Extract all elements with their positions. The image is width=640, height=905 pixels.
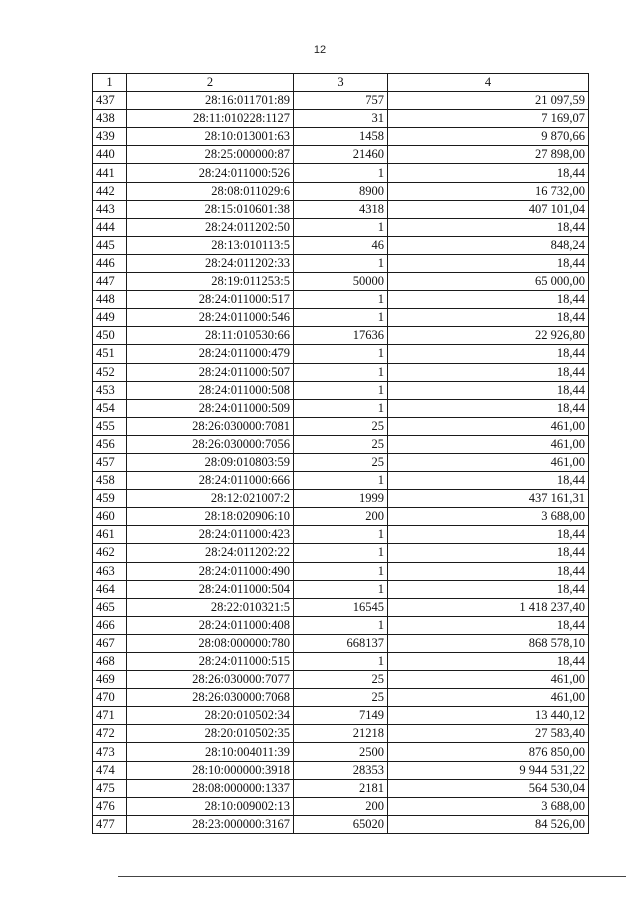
value-cell: 21 097,59 — [388, 92, 589, 110]
area-cell: 1 — [294, 254, 388, 272]
row-number-cell: 465 — [93, 598, 127, 616]
value-cell: 18,44 — [388, 363, 589, 381]
table-row — [93, 815, 589, 833]
table-row — [93, 128, 589, 146]
cadastral-number-cell: 28:09:010803:59 — [127, 453, 294, 471]
row-number-cell: 472 — [93, 725, 127, 743]
area-cell: 16545 — [294, 598, 388, 616]
cadastral-number-cell: 28:12:021007:2 — [127, 490, 294, 508]
table-row — [93, 146, 589, 164]
value-cell: 18,44 — [388, 381, 589, 399]
bottom-rule — [118, 876, 626, 877]
value-cell: 27 898,00 — [388, 146, 589, 164]
value-cell: 13 440,12 — [388, 707, 589, 725]
area-cell: 17636 — [294, 327, 388, 345]
row-number-cell: 449 — [93, 309, 127, 327]
area-cell: 31 — [294, 110, 388, 128]
row-number-cell: 471 — [93, 707, 127, 725]
page-number: 12 — [313, 44, 327, 56]
value-cell: 876 850,00 — [388, 743, 589, 761]
value-cell: 22 926,80 — [388, 327, 589, 345]
value-cell: 18,44 — [388, 345, 589, 363]
row-number-cell: 461 — [93, 526, 127, 544]
cadastral-number-cell: 28:10:000000:3918 — [127, 761, 294, 779]
table-row — [93, 200, 589, 218]
column-header-1: 1 — [93, 74, 127, 92]
table-row — [93, 236, 589, 254]
value-cell: 868 578,10 — [388, 634, 589, 652]
cadastral-number-cell: 28:24:011000:490 — [127, 562, 294, 580]
row-number-cell: 473 — [93, 743, 127, 761]
cadastral-number-cell: 28:26:030000:7077 — [127, 671, 294, 689]
cadastral-number-cell: 28:24:011000:408 — [127, 616, 294, 634]
row-number-cell: 442 — [93, 182, 127, 200]
table-row — [93, 381, 589, 399]
row-number-cell: 441 — [93, 164, 127, 182]
cadastral-number-cell: 28:16:011701:89 — [127, 92, 294, 110]
table-row — [93, 544, 589, 562]
table-body — [93, 92, 589, 834]
row-number-cell: 464 — [93, 580, 127, 598]
table-row — [93, 254, 589, 272]
cadastral-number-cell: 28:26:030000:7068 — [127, 689, 294, 707]
value-cell: 1 418 237,40 — [388, 598, 589, 616]
table-row — [93, 671, 589, 689]
table-row — [93, 291, 589, 309]
row-number-cell: 452 — [93, 363, 127, 381]
table-row — [93, 689, 589, 707]
table-row — [93, 725, 589, 743]
area-cell: 1 — [294, 345, 388, 363]
area-cell: 2500 — [294, 743, 388, 761]
area-cell: 1 — [294, 580, 388, 598]
area-cell: 1 — [294, 218, 388, 236]
value-cell: 461,00 — [388, 417, 589, 435]
row-number-cell: 468 — [93, 653, 127, 671]
row-number-cell: 445 — [93, 236, 127, 254]
cadastral-number-cell: 28:10:013001:63 — [127, 128, 294, 146]
cadastral-number-cell: 28:20:010502:35 — [127, 725, 294, 743]
table-row — [93, 634, 589, 652]
area-cell: 200 — [294, 797, 388, 815]
value-cell: 18,44 — [388, 544, 589, 562]
cadastral-number-cell: 28:11:010228:1127 — [127, 110, 294, 128]
area-cell: 1458 — [294, 128, 388, 146]
table-row — [93, 417, 589, 435]
area-cell: 25 — [294, 671, 388, 689]
cadastral-number-cell: 28:20:010502:34 — [127, 707, 294, 725]
row-number-cell: 448 — [93, 291, 127, 309]
value-cell: 848,24 — [388, 236, 589, 254]
cadastral-number-cell: 28:24:011000:504 — [127, 580, 294, 598]
table-row — [93, 508, 589, 526]
value-cell: 27 583,40 — [388, 725, 589, 743]
row-number-cell: 443 — [93, 200, 127, 218]
table-row — [93, 562, 589, 580]
value-cell: 18,44 — [388, 291, 589, 309]
table-row — [93, 363, 589, 381]
cadastral-number-cell: 28:19:011253:5 — [127, 273, 294, 291]
value-cell: 461,00 — [388, 453, 589, 471]
cadastral-number-cell: 28:24:011202:50 — [127, 218, 294, 236]
area-cell: 2181 — [294, 779, 388, 797]
area-cell: 668137 — [294, 634, 388, 652]
area-cell: 1999 — [294, 490, 388, 508]
row-number-cell: 463 — [93, 562, 127, 580]
area-cell: 50000 — [294, 273, 388, 291]
area-cell: 7149 — [294, 707, 388, 725]
value-cell: 18,44 — [388, 309, 589, 327]
row-number-cell: 462 — [93, 544, 127, 562]
area-cell: 25 — [294, 453, 388, 471]
table-row — [93, 761, 589, 779]
cadastral-number-cell: 28:24:011000:517 — [127, 291, 294, 309]
area-cell: 8900 — [294, 182, 388, 200]
table-row — [93, 472, 589, 490]
row-number-cell: 457 — [93, 453, 127, 471]
area-cell: 46 — [294, 236, 388, 254]
value-cell: 9 870,66 — [388, 128, 589, 146]
value-cell: 18,44 — [388, 653, 589, 671]
table-row — [93, 779, 589, 797]
area-cell: 25 — [294, 689, 388, 707]
area-cell: 1 — [294, 309, 388, 327]
row-number-cell: 477 — [93, 815, 127, 833]
value-cell: 461,00 — [388, 671, 589, 689]
cadastral-number-cell: 28:24:011202:22 — [127, 544, 294, 562]
area-cell: 1 — [294, 526, 388, 544]
table-row — [93, 435, 589, 453]
table-row — [93, 110, 589, 128]
value-cell: 18,44 — [388, 616, 589, 634]
table-row — [93, 526, 589, 544]
row-number-cell: 460 — [93, 508, 127, 526]
row-number-cell: 456 — [93, 435, 127, 453]
table-row — [93, 327, 589, 345]
table-row — [93, 218, 589, 236]
cadastral-number-cell: 28:24:011000:479 — [127, 345, 294, 363]
value-cell: 18,44 — [388, 218, 589, 236]
row-number-cell: 447 — [93, 273, 127, 291]
area-cell: 1 — [294, 399, 388, 417]
value-cell: 18,44 — [388, 399, 589, 417]
area-cell: 200 — [294, 508, 388, 526]
row-number-cell: 440 — [93, 146, 127, 164]
row-number-cell: 458 — [93, 472, 127, 490]
value-cell: 16 732,00 — [388, 182, 589, 200]
table-row — [93, 707, 589, 725]
cadastral-number-cell: 28:24:011000:508 — [127, 381, 294, 399]
cadastral-number-cell: 28:08:011029:6 — [127, 182, 294, 200]
cadastral-number-cell: 28:24:011000:515 — [127, 653, 294, 671]
cadastral-number-cell: 28:13:010113:5 — [127, 236, 294, 254]
cadastral-number-cell: 28:23:000000:3167 — [127, 815, 294, 833]
cadastral-table — [92, 73, 589, 834]
cadastral-number-cell: 28:24:011000:507 — [127, 363, 294, 381]
value-cell: 18,44 — [388, 472, 589, 490]
value-cell: 84 526,00 — [388, 815, 589, 833]
table-row — [93, 743, 589, 761]
row-number-cell: 450 — [93, 327, 127, 345]
area-cell: 25 — [294, 417, 388, 435]
cadastral-number-cell: 28:24:011000:509 — [127, 399, 294, 417]
table-row — [93, 182, 589, 200]
area-cell: 1 — [294, 291, 388, 309]
area-cell: 1 — [294, 381, 388, 399]
row-number-cell: 466 — [93, 616, 127, 634]
value-cell: 461,00 — [388, 689, 589, 707]
table-row — [93, 345, 589, 363]
cadastral-number-cell: 28:24:011202:33 — [127, 254, 294, 272]
area-cell: 28353 — [294, 761, 388, 779]
value-cell: 437 161,31 — [388, 490, 589, 508]
cadastral-number-cell: 28:10:009002:13 — [127, 797, 294, 815]
value-cell: 3 688,00 — [388, 508, 589, 526]
column-header-3: 3 — [294, 74, 388, 92]
table-row — [93, 309, 589, 327]
row-number-cell: 459 — [93, 490, 127, 508]
area-cell: 1 — [294, 472, 388, 490]
value-cell: 18,44 — [388, 580, 589, 598]
area-cell: 1 — [294, 164, 388, 182]
row-number-cell: 444 — [93, 218, 127, 236]
area-cell: 1 — [294, 653, 388, 671]
row-number-cell: 451 — [93, 345, 127, 363]
row-number-cell: 476 — [93, 797, 127, 815]
area-cell: 1 — [294, 562, 388, 580]
value-cell: 18,44 — [388, 562, 589, 580]
cadastral-number-cell: 28:11:010530:66 — [127, 327, 294, 345]
cadastral-number-cell: 28:25:000000:87 — [127, 146, 294, 164]
area-cell: 757 — [294, 92, 388, 110]
area-cell: 21218 — [294, 725, 388, 743]
row-number-cell: 470 — [93, 689, 127, 707]
cadastral-number-cell: 28:26:030000:7081 — [127, 417, 294, 435]
table-row — [93, 164, 589, 182]
cadastral-number-cell: 28:15:010601:38 — [127, 200, 294, 218]
cadastral-number-cell: 28:22:010321:5 — [127, 598, 294, 616]
table-row — [93, 797, 589, 815]
row-number-cell: 439 — [93, 128, 127, 146]
table-header-row — [93, 74, 589, 92]
row-number-cell: 454 — [93, 399, 127, 417]
area-cell: 1 — [294, 363, 388, 381]
row-number-cell: 455 — [93, 417, 127, 435]
area-cell: 1 — [294, 616, 388, 634]
table-row — [93, 273, 589, 291]
cadastral-number-cell: 28:24:011000:423 — [127, 526, 294, 544]
cadastral-number-cell: 28:24:011000:526 — [127, 164, 294, 182]
table-row — [93, 490, 589, 508]
column-header-2: 2 — [127, 74, 294, 92]
value-cell: 564 530,04 — [388, 779, 589, 797]
cadastral-number-cell: 28:08:000000:1337 — [127, 779, 294, 797]
table-row — [93, 580, 589, 598]
area-cell: 1 — [294, 544, 388, 562]
value-cell: 461,00 — [388, 435, 589, 453]
cadastral-number-cell: 28:08:000000:780 — [127, 634, 294, 652]
area-cell: 65020 — [294, 815, 388, 833]
cadastral-number-cell: 28:10:004011:39 — [127, 743, 294, 761]
cadastral-number-cell: 28:24:011000:666 — [127, 472, 294, 490]
value-cell: 65 000,00 — [388, 273, 589, 291]
value-cell: 9 944 531,22 — [388, 761, 589, 779]
table-row — [93, 598, 589, 616]
area-cell: 25 — [294, 435, 388, 453]
row-number-cell: 446 — [93, 254, 127, 272]
area-cell: 4318 — [294, 200, 388, 218]
row-number-cell: 469 — [93, 671, 127, 689]
row-number-cell: 467 — [93, 634, 127, 652]
row-number-cell: 474 — [93, 761, 127, 779]
value-cell: 18,44 — [388, 254, 589, 272]
table-row — [93, 453, 589, 471]
table-row — [93, 399, 589, 417]
row-number-cell: 437 — [93, 92, 127, 110]
row-number-cell: 475 — [93, 779, 127, 797]
cadastral-number-cell: 28:26:030000:7056 — [127, 435, 294, 453]
column-header-4: 4 — [388, 74, 589, 92]
value-cell: 18,44 — [388, 526, 589, 544]
area-cell: 21460 — [294, 146, 388, 164]
value-cell: 3 688,00 — [388, 797, 589, 815]
table-row — [93, 653, 589, 671]
row-number-cell: 438 — [93, 110, 127, 128]
cadastral-number-cell: 28:18:020906:10 — [127, 508, 294, 526]
table-row — [93, 616, 589, 634]
table-row — [93, 92, 589, 110]
value-cell: 7 169,07 — [388, 110, 589, 128]
row-number-cell: 453 — [93, 381, 127, 399]
cadastral-number-cell: 28:24:011000:546 — [127, 309, 294, 327]
value-cell: 18,44 — [388, 164, 589, 182]
value-cell: 407 101,04 — [388, 200, 589, 218]
